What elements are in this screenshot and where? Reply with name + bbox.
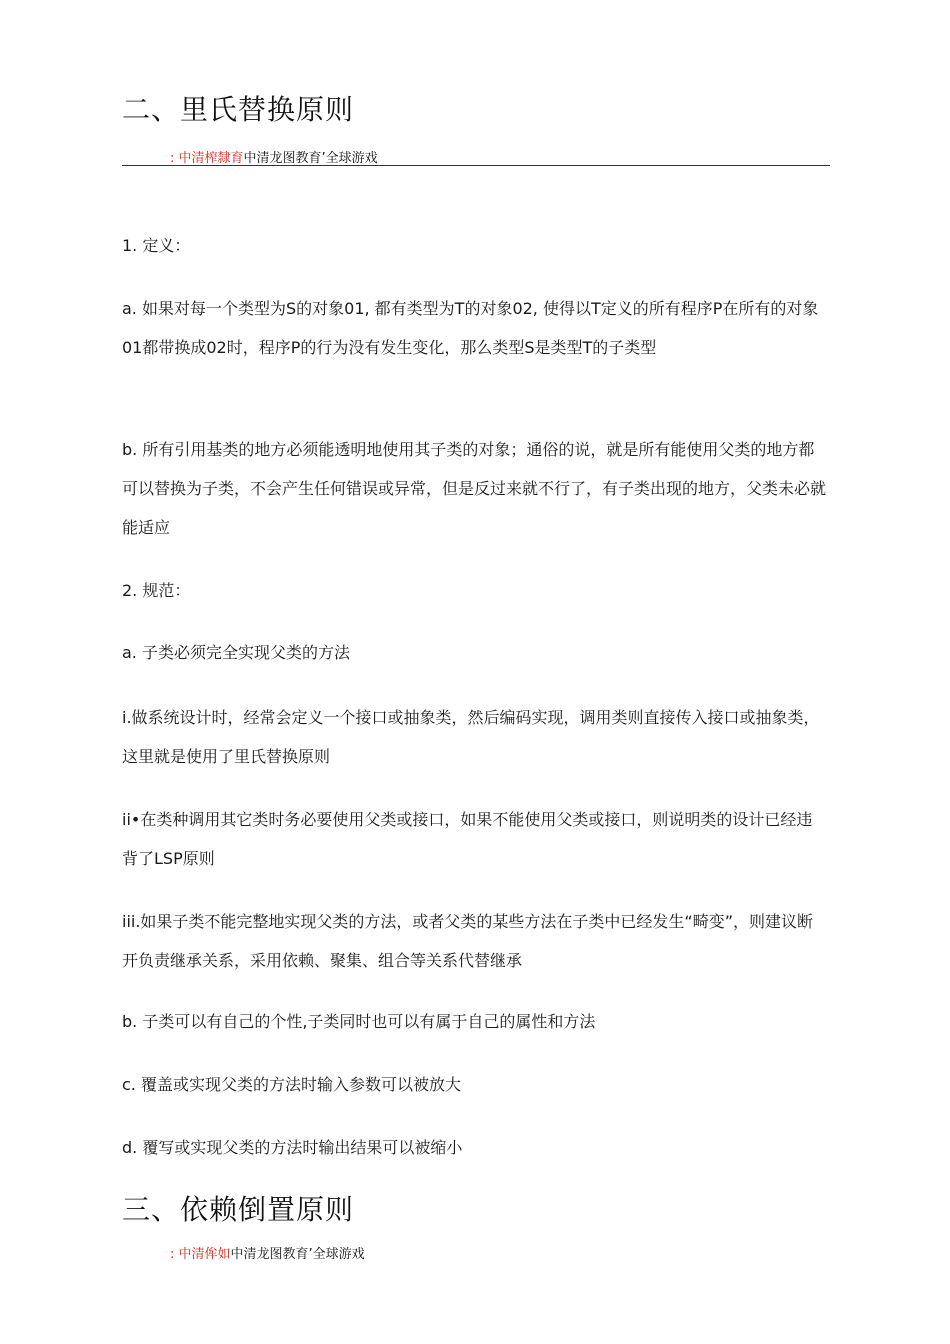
spec-c: c. 覆盖或实现父类的方法时输入参数可以被放大	[122, 1075, 461, 1094]
definition-a: a. 如果对每一个类型为S的对象01, 都有类型为T的对象02, 使得以T定义的所有程序P在所有的对象01都带换成02时，程序P的行为没有发生变化，那么类型S是类型T的子类型	[122, 299, 819, 357]
banner-red-text: : 中清榨隸育	[170, 151, 244, 166]
spec-a-ii: ii•在类种调用其它类时务必要使用父类或接口，如果不能使用父类或接口，则说明类的设计已经违背了LSP原则	[122, 810, 813, 868]
spec-title: 2. 规范：	[122, 581, 191, 600]
spec-d: d. 覆写或实现父类的方法时输出结果可以被缩小	[122, 1138, 463, 1157]
banner-black-text: 中清龙图教育’全球游戏	[230, 1247, 365, 1262]
section-heading-lsp: 二、里氏替换原则	[122, 93, 355, 126]
banner-red-text: : 中清侔如	[170, 1247, 231, 1262]
section-banner	[170, 1247, 365, 1263]
spec-b: b. 子类可以有自己的个性,子类同时也可以有属于自己的属性和方法	[122, 1012, 596, 1031]
definition-b: b. 所有引用基类的地方必须能透明地使用其子类的对象；通俗的说，就是所有能使用父类的地方都可以替换为子类，不会产生任何错误或异常，但是反过来就不行了，有子类出现的地方，父类未必就能适应	[122, 440, 827, 537]
spec-a-i: i.做系统设计时，经常会定义一个接口或抽象类，然后编码实现，调用类则直接传入接口或抽象类，这里就是使用了里氏替换原则	[122, 708, 820, 766]
definition-title: 1. 定义：	[122, 236, 191, 255]
banner-black-text: 中清龙图教育’全球游戏	[243, 151, 378, 166]
spec-a: a. 子类必须完全实现父类的方法	[122, 643, 350, 662]
section-heading-dip: 三、依赖倒置原则	[122, 1193, 355, 1226]
header-rule	[122, 165, 830, 166]
spec-a-iii: iii.如果子类不能完整地实现父类的方法，或者父类的某些方法在子类中已经发生“畸变”，则建议断开负责继承关系，采用依赖、聚集、组合等关系代替继承	[122, 912, 814, 970]
